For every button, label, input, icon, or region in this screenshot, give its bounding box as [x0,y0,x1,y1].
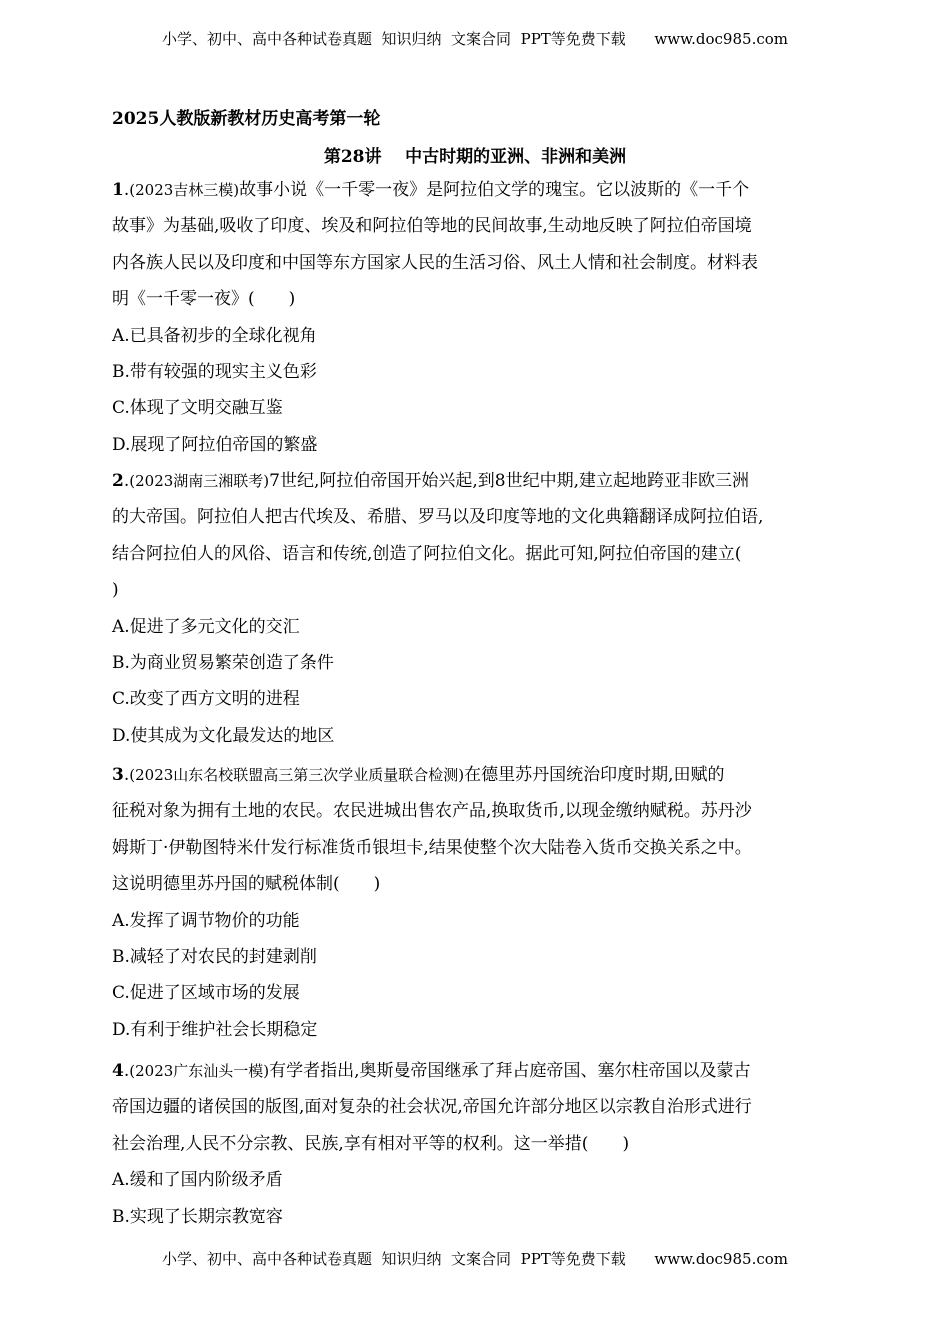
page-footer: 小学、初中、高中各种试卷真题 知识归纳 文案合同 PPT等免费下载 www.doc985.com [161,1250,788,1268]
question-stem-line: 的大帝国。阿拉伯人把古代埃及、希腊、罗马以及印度等地的文化典籍翻译成阿拉伯语, [112,507,764,528]
question-stem-line: 1.(2023吉林三模)故事小说《一千零一夜》是阿拉伯文学的瑰宝。它以波斯的《一千个 [112,180,750,200]
question-number: 2 [112,471,124,491]
question-stem-line: 姆斯丁·伊勒图特米什发行标准货币银坦卡,结果使整个次大陆卷入货币交换关系之中。 [112,837,752,858]
document-title: 2025人教版新教材历史高考第一轮 [112,109,381,129]
option-b: B.为商业贸易繁荣创造了条件 [112,653,334,674]
lesson-title: 第28讲 中古时期的亚洲、非洲和美洲 [323,147,627,167]
option-a: A.缓和了国内阶级矛盾 [112,1170,283,1191]
option-c: C.促进了区域市场的发展 [112,983,300,1004]
option-d: D.展现了阿拉伯帝国的繁盛 [112,434,318,455]
question-number: 1 [112,180,124,200]
question-4 [112,1053,847,1235]
question-source: (2023湖南三湘联考) [129,472,270,490]
question-stem-line: 明《一千零一夜》( ) [112,289,296,310]
question-stem-line: 帝国边疆的诸侯国的版图,面对复杂的社会状况,帝国允许部分地区以宗教自治形式进行 [112,1097,752,1118]
question-stem-line: 故事》为基础,吸收了印度、埃及和阿拉伯等地的民间故事,生动地反映了阿拉伯帝国境 [112,216,752,237]
question-stem-line: 4.(2023广东汕头一模)有学者指出,奥斯曼帝国继承了拜占庭帝国、塞尔柱帝国以及蒙古 [112,1061,751,1081]
question-1 [112,172,847,463]
question-source: (2023吉林三模) [129,181,240,199]
question-2 [112,463,847,754]
option-a: A.促进了多元文化的交汇 [112,616,300,637]
option-a: A.已具备初步的全球化视角 [112,325,317,346]
option-b: B.实现了长期宗教宽容 [112,1206,283,1227]
option-c: C.体现了文明交融互鉴 [112,398,283,419]
option-b: B.减轻了对农民的封建剥削 [112,947,317,968]
question-stem-line: 这说明德里苏丹国的赋税体制( ) [112,874,381,895]
question-stem-line: 内各族人民以及印度和中国等东方国家人民的生活习俗、风土人情和社会制度。材料表 [112,252,758,273]
question-number: 3 [112,765,124,785]
option-b: B.带有较强的现实主义色彩 [112,362,317,383]
question-source: (2023山东名校联盟高三第三次学业质量联合检测) [129,766,465,784]
question-stem-line: ) [112,580,119,601]
option-a: A.发挥了调节物价的功能 [112,910,300,931]
option-c: C.改变了西方文明的进程 [112,689,300,710]
question-stem-line: 结合阿拉伯人的风俗、语言和传统,创造了阿拉伯文化。据此可知,阿拉伯帝国的建立( [112,543,742,564]
option-d: D.使其成为文化最发达的地区 [112,725,335,746]
question-3 [112,757,847,1048]
page-header: 小学、初中、高中各种试卷真题 知识归纳 文案合同 PPT等免费下载 www.doc985.com [161,30,788,48]
question-stem-line: 2.(2023湖南三湘联考)7世纪,阿拉伯帝国开始兴起,到8世纪中期,建立起地跨亚非欧三洲 [112,471,749,491]
option-d: D.有利于维护社会长期稳定 [112,1019,318,1040]
question-number: 4 [112,1061,124,1081]
question-source: (2023广东汕头一模) [129,1062,270,1080]
question-stem-line: 征税对象为拥有土地的农民。农民进城出售农产品,换取货币,以现金缴纳赋税。苏丹沙 [112,801,752,822]
question-stem-line: 3.(2023山东名校联盟高三第三次学业质量联合检测)在德里苏丹国统治印度时期,田赋的 [112,765,725,785]
question-stem-line: 社会治理,人民不分宗教、民族,享有相对平等的权利。这一举措( ) [112,1133,630,1154]
